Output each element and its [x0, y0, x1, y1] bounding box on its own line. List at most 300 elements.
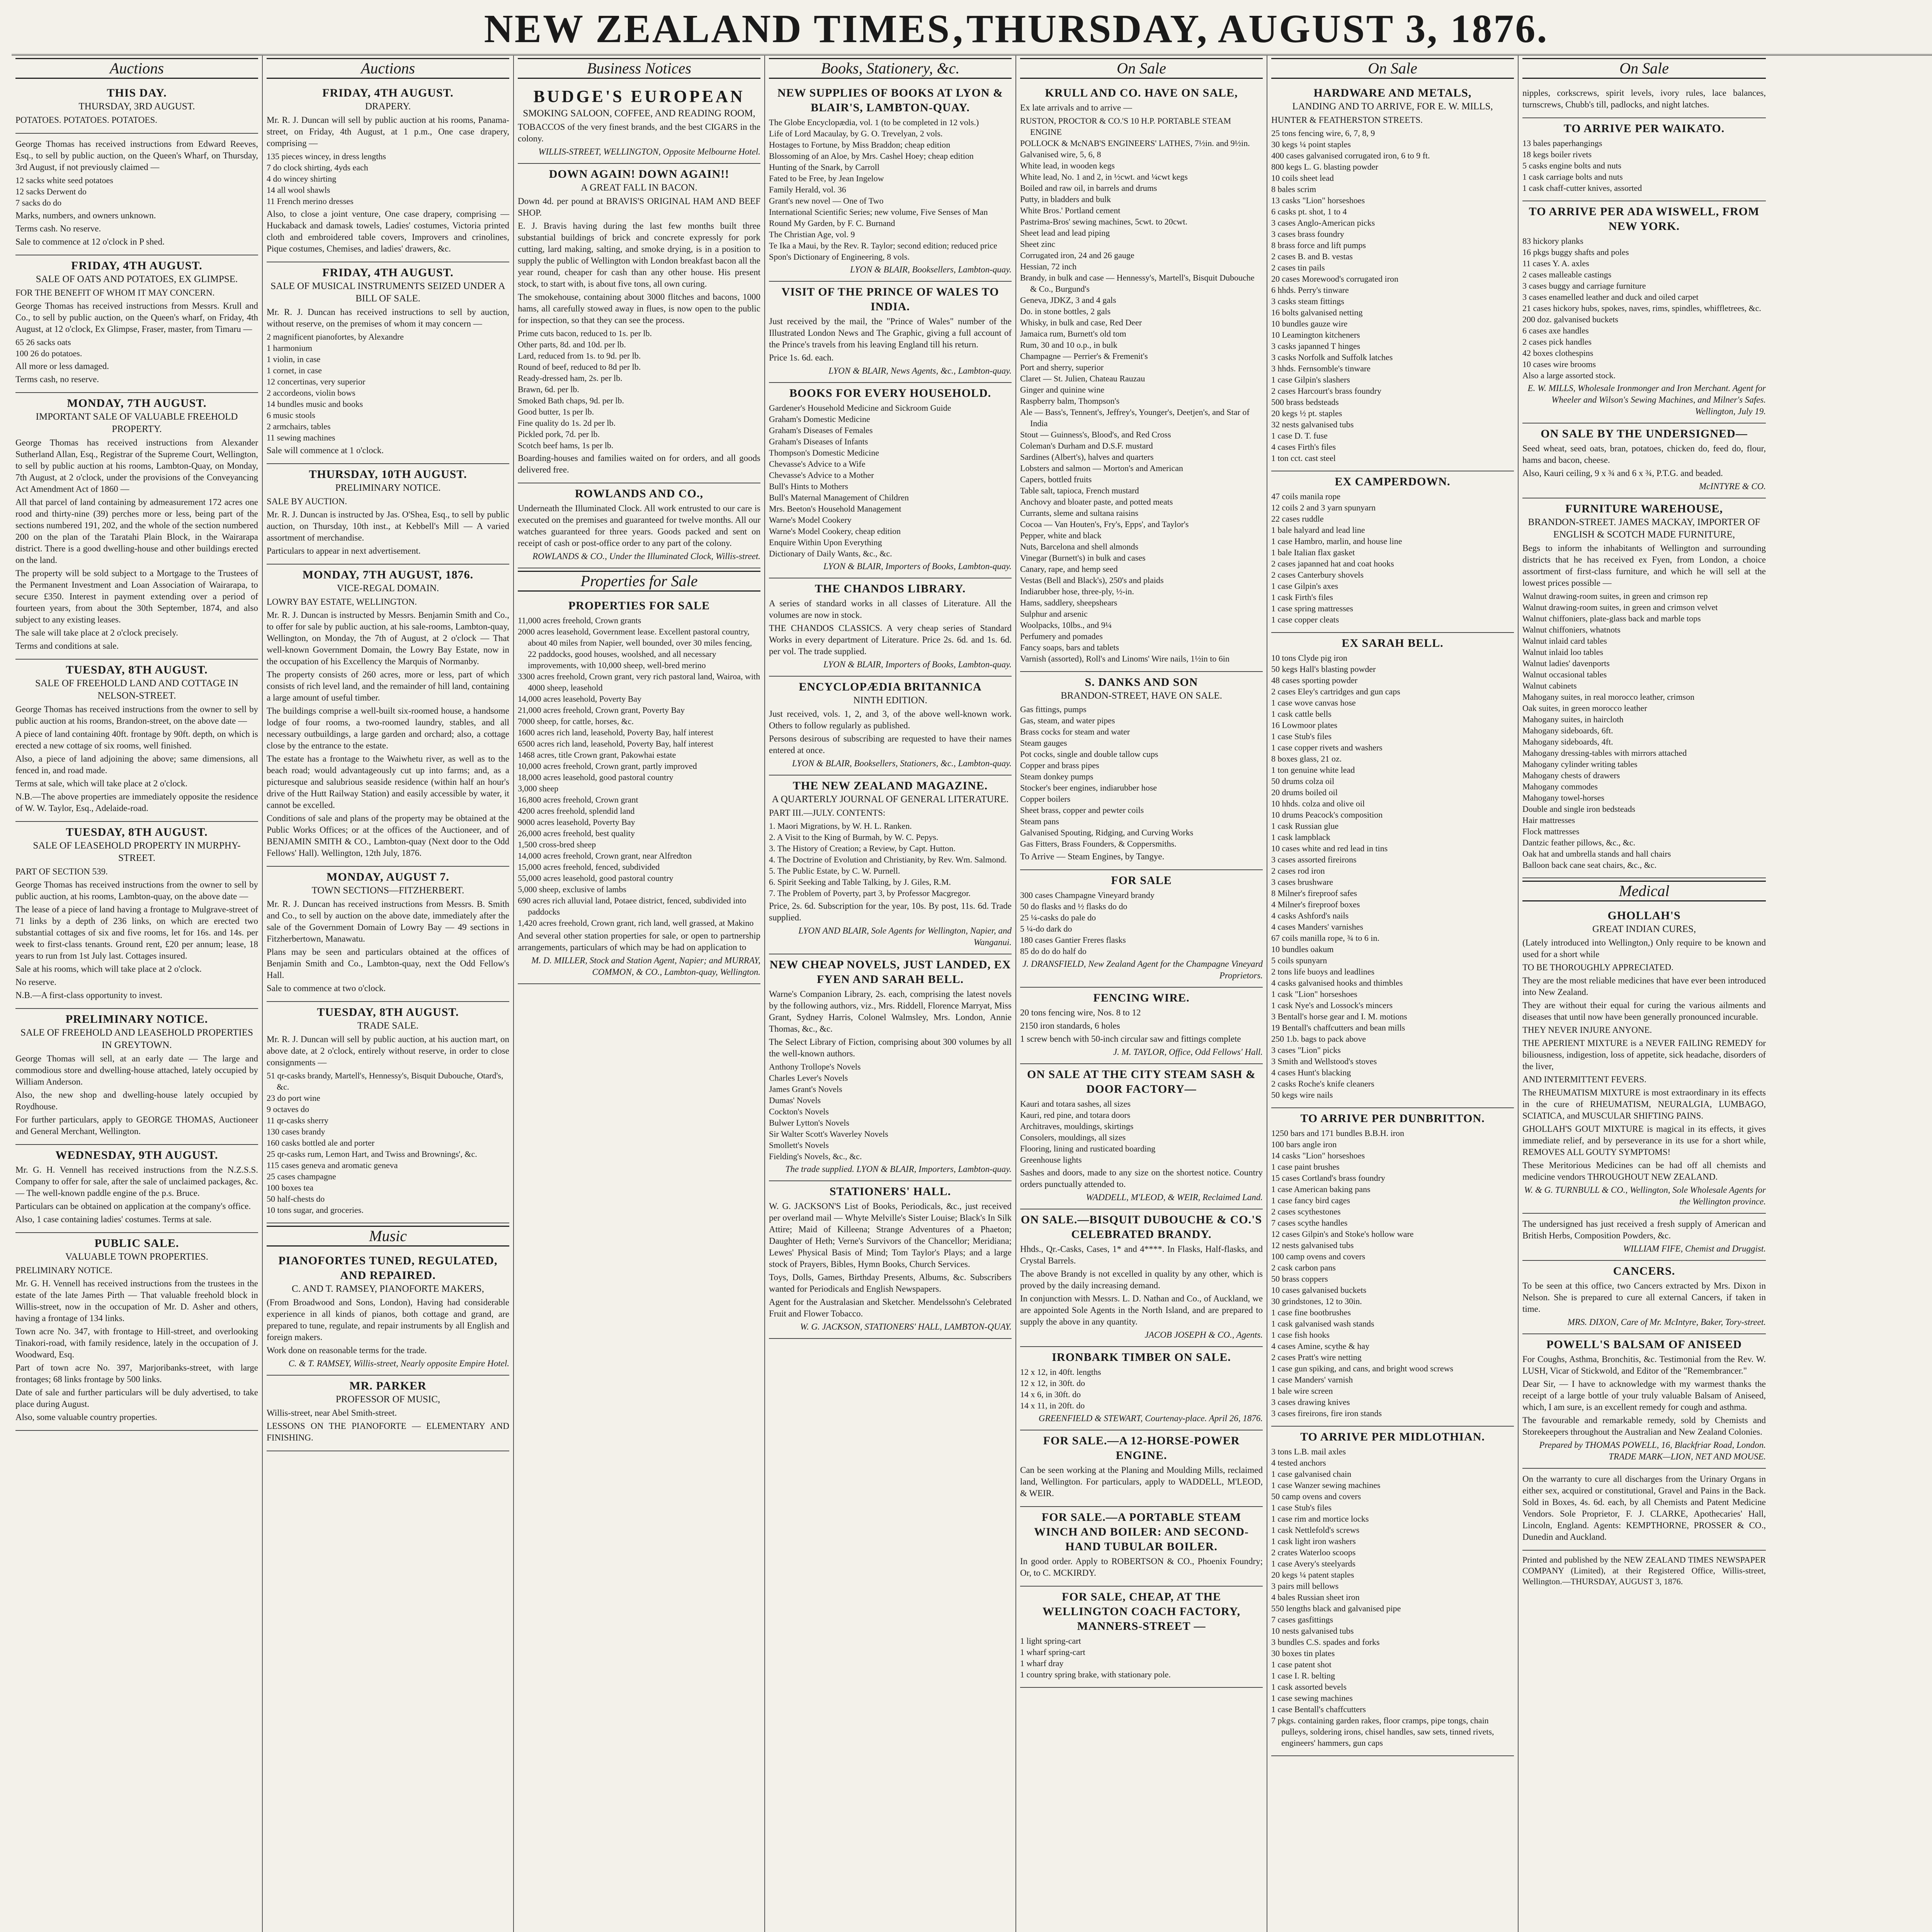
- ad-subtitle: DRAPERY.: [365, 101, 411, 112]
- ad-paragraph: The smokehouse, containing about 3000 flitches and bacons, 1000 hams, all carefully stowed away in flues, is now open to the public for inspection, so that they can see the process.: [518, 292, 760, 325]
- ad-list-item: 3 cases brushware: [1271, 877, 1333, 887]
- ad-list-item: 1 case copper rivets and washers: [1271, 743, 1383, 752]
- ad-item-list: [518, 328, 760, 451]
- ad-list-item: Chevasse's Advice to a Wife: [769, 459, 866, 469]
- ad-signature: WILLIS-STREET, WELLINGTON, Opposite Melbourne Hotel.: [538, 147, 760, 156]
- ad-list-item: Pot cocks, single and double tallow cups: [1020, 749, 1158, 759]
- advertisement: [267, 262, 509, 464]
- ad-list-item: 1 cask Russian glue: [1271, 821, 1339, 831]
- ad-list-item: 4 tested anchors: [1271, 1458, 1326, 1468]
- ad-list-item: 14 x 6, in 30ft. do: [1020, 1389, 1081, 1399]
- ad-list-item: 3 cases "Lion" picks: [1271, 1045, 1341, 1055]
- ad-list-item: 1 light spring-cart: [1020, 1636, 1081, 1646]
- advertisement: [1271, 1108, 1514, 1427]
- ad-paragraph: Mr. R. J. Duncan will sell by public auction at his rooms, Panama-street, on Friday, 4th August, at 1 p.m., One case drapery, comprising —: [267, 115, 509, 148]
- ad-list-item: Geneva, JDKZ, 3 and 4 gals: [1020, 295, 1116, 305]
- ad-paragraph: 20 tons fencing wire, Nos. 8 to 12: [1020, 1008, 1141, 1017]
- ad-list-item: 2 cases Canterbury shovels: [1271, 570, 1364, 580]
- ad-item-list: [769, 402, 1012, 559]
- ad-paragraph: Particulars to appear in next advertisement.: [267, 546, 421, 556]
- ad-subtitle: VALUABLE TOWN PROPERTIES.: [65, 1252, 209, 1262]
- column-section-header: On Sale: [1020, 58, 1263, 79]
- ad-paragraph: Boarding-houses and families waited on for orders, and all goods delivered free.: [518, 453, 760, 474]
- ad-list-item: 1 case copper cleats: [1271, 615, 1339, 624]
- ad-list-item: 1 cask assorted bevels: [1271, 1682, 1347, 1692]
- ad-list-item: Gas Fitters, Brass Founders, & Coppersmiths.: [1020, 839, 1177, 849]
- advertisement: [1271, 83, 1514, 471]
- ad-title: PIANOFORTES TUNED, REGULATED, AND REPAIRED.: [278, 1254, 498, 1282]
- ad-list-item: 2. A Visit to the King of Burmah, by W. C. Pepys.: [769, 832, 939, 842]
- ad-title: TUESDAY, 8TH AUGUST.: [66, 663, 208, 676]
- ad-paragraph: Begs to inform the inhabitants of Wellington and surrounding districts that he has received ex Fyen, from London, a choice assortment of first-class furniture, and which he will sell at the lowest prices possible —: [1522, 543, 1766, 588]
- ad-item-list: [15, 337, 258, 359]
- ad-list-item: 1 case rim and mortice locks: [1271, 1514, 1369, 1524]
- ad-list-item: Brass cocks for steam and water: [1020, 727, 1130, 736]
- ad-body: [1020, 1243, 1263, 1328]
- ad-list-item: 4 cases Firth's files: [1271, 442, 1336, 452]
- ad-list-item: 51 qr-casks brandy, Martell's, Hennessy's, Bisquit Dubouche, Otard's, &c.: [267, 1071, 503, 1092]
- ad-list-item: Anthony Trollope's Novels: [769, 1062, 861, 1071]
- ad-title: WEDNESDAY, 9TH AUGUST.: [55, 1149, 218, 1162]
- advertisement: [1271, 633, 1514, 1108]
- ad-list-item: 7 do clock shirting, 4yds each: [267, 163, 368, 172]
- ad-item-list: [15, 175, 258, 208]
- ad-list-item: 1 case D. T. fuse: [1271, 431, 1328, 440]
- column: [1016, 56, 1267, 1932]
- ad-list-item: Pepper, white and black: [1020, 531, 1102, 540]
- ad-list-item: 2 cases rod iron: [1271, 866, 1325, 876]
- ad-list-item: 500 brass bedsteads: [1271, 397, 1339, 407]
- ad-list-item: 1 bale Italian flax gasket: [1271, 548, 1355, 557]
- ad-list-item: Champagne — Perrier's & Fremenit's: [1020, 351, 1148, 361]
- ad-list-item: 14 bundles music and books: [267, 399, 363, 409]
- ad-list-item: 10 drums Peacock's composition: [1271, 810, 1383, 820]
- ad-list-item: 1 harmonium: [267, 343, 312, 353]
- ad-list-item: 10 cases galvanised buckets: [1271, 1285, 1367, 1295]
- ad-list-item: Whisky, in bulk and case, Red Deer: [1020, 318, 1142, 327]
- ad-list-item: 115 cases geneva and aromatic geneva: [267, 1160, 398, 1170]
- ad-footnote: [769, 900, 1012, 923]
- ad-item-list: [1271, 1446, 1514, 1748]
- ad-list-item: Currants, sleme and sultana raisins: [1020, 508, 1139, 518]
- ad-list-item: 6 hhds. Perry's tinware: [1271, 285, 1349, 295]
- ad-title: TO ARRIVE PER DUNBRITTON.: [1300, 1112, 1485, 1125]
- ad-body: [518, 121, 760, 145]
- advertisement: [1020, 1209, 1263, 1347]
- ad-title: KRULL AND CO. HAVE ON SALE,: [1045, 87, 1238, 99]
- ad-list-item: 1 cask galvanised wash stands: [1271, 1319, 1374, 1328]
- ad-list-item: 1 case gun spiking, and cans, and bright wood screws: [1271, 1364, 1454, 1373]
- ad-paragraph: Ex late arrivals and to arrive —: [1020, 103, 1132, 112]
- ad-list-item: Corrugated iron, 24 and 26 gauge: [1020, 250, 1134, 260]
- ad-list-item: Round of beef, reduced to 8d per lb.: [518, 362, 641, 372]
- ad-paragraph: The sale will take place at 2 o'clock precisely.: [15, 628, 178, 638]
- advertisement: [1020, 672, 1263, 870]
- ad-body: [267, 1034, 509, 1068]
- ad-list-item: 1 cask chaff-cutter knives, assorted: [1522, 183, 1642, 193]
- ad-list-item: Mahogany towel-horses: [1522, 793, 1605, 803]
- ad-item-list: [769, 820, 1012, 899]
- ad-paragraph: Sale at his rooms, which will take place at 2 o'clock.: [15, 964, 202, 974]
- ad-list-item: 4. The Doctrine of Evolution and Christianity, by Rev. Wm. Salmond.: [769, 855, 1007, 864]
- ad-list-item: 1 case paint brushes: [1271, 1162, 1340, 1172]
- ad-paragraph: The lease of a piece of land having a frontage to Mulgrave-street of 71 links by a depth of 236 links, on which are erected two substantial cottages of six and five rooms, let for 16s. and 14s. per week to first-class tenants. Ground rent, £20 per annum; lease, 18 years to run from 1st July last. Cottages insured.: [15, 905, 258, 961]
- ad-list-item: Sheet zinc: [1020, 239, 1056, 249]
- ad-paragraph: SALE BY AUCTION.: [267, 497, 347, 506]
- ad-list-item: Thompson's Domestic Medicine: [769, 448, 879, 457]
- ad-paragraph: Mr. R. J. Duncan has received instructions from Messrs. B. Smith and Co., to sell by auction on the above date, immediately after the sale of the Government Domain of Lowry Bay — 49 sections in Fitzherbertown, Manawatu.: [267, 899, 509, 944]
- ad-signature: WADDELL, M'LEOD, & WEIR, Reclaimed Land.: [1086, 1192, 1263, 1202]
- ad-item-list: [1271, 128, 1514, 464]
- ad-title: HARDWARE AND METALS,: [1313, 87, 1472, 99]
- ad-paragraph: Price, 2s. 6d. Subscription for the year, 10s. By post, 11s. 6d. Trade supplied.: [769, 901, 1012, 922]
- ad-list-item: Graham's Domestic Medicine: [769, 414, 870, 424]
- ad-list-item: Cockton's Novels: [769, 1107, 829, 1116]
- ad-list-item: 4 bales Russian sheet iron: [1271, 1592, 1360, 1602]
- advertisement: [769, 578, 1012, 677]
- ad-paragraph: N.B.—A first-class opportunity to invest.: [15, 990, 163, 1000]
- ad-list-item: Graham's Diseases of Infants: [769, 437, 868, 446]
- column-section-header: Business Notices: [518, 58, 760, 79]
- ad-paragraph: George Thomas has received instructions from the owner to sell by public auction, at his rooms, Lambton-quay, on the above date —: [15, 880, 258, 901]
- ad-body: [1522, 1218, 1766, 1242]
- ad-list-item: 3 cases enamelled leather and duck and oiled carpet: [1522, 292, 1699, 302]
- ad-paragraph: Plans may be seen and particulars obtained at the offices of Benjamin Smith and Co., Lambton-quay, next the Odd Fellow's Hall.: [267, 947, 509, 980]
- advertisement: [1020, 1064, 1263, 1209]
- advertisement: [1020, 83, 1263, 672]
- ad-item-list: [769, 1061, 1012, 1162]
- ad-list-item: 2 cases malleable castings: [1522, 270, 1612, 279]
- ad-body: [1522, 543, 1766, 589]
- advertisement: [1020, 1347, 1263, 1430]
- ad-list-item: 15,000 acres freehold, fenced, subdivided: [518, 862, 660, 872]
- ad-body: [769, 988, 1012, 1060]
- ad-list-item: 1 case fancy bird cages: [1271, 1196, 1350, 1205]
- ad-list-item: 1 case patent shot: [1271, 1660, 1332, 1669]
- ad-list-item: 3 Bentall's horse gear and I. M. motions: [1271, 1012, 1407, 1021]
- ad-list-item: Steam gauges: [1020, 738, 1067, 748]
- ad-title: MONDAY, AUGUST 7.: [327, 871, 449, 883]
- ad-paragraph: nipples, corkscrews, spirit levels, ivory rules, lace balances, turnscrews, Chubb's till, padlocks, and night latches.: [1522, 88, 1766, 109]
- ad-title: TUESDAY, 8TH AUGUST.: [317, 1006, 459, 1019]
- ad-list-item: Bulwer Lytton's Novels: [769, 1118, 850, 1128]
- ad-title: THURSDAY, 10TH AUGUST.: [309, 468, 467, 481]
- ad-paragraph: A series of standard works in all classes of Literature. All the volumes are now in stock.: [769, 599, 1012, 620]
- ad-paragraph: LOWRY BAY ESTATE, WELLINGTON.: [267, 597, 417, 607]
- column: [12, 56, 263, 1932]
- ad-list-item: Fine quality do 1s. 2d per lb.: [518, 418, 616, 428]
- ad-body: [518, 503, 760, 549]
- advertisement: [15, 255, 258, 393]
- ad-list-item: Walnut inlaid card tables: [1522, 636, 1607, 646]
- ad-list-item: Scotch beef hams, 1s per lb.: [518, 440, 614, 450]
- column-section-header: On Sale: [1271, 58, 1514, 79]
- advertisement: [1020, 1430, 1263, 1507]
- ad-paragraph: Mr. R. J. Duncan has received instructions to sell by auction, without reserve, on the premises of whom it may concern —: [267, 307, 509, 328]
- ad-list-item: 8 brass force and lift pumps: [1271, 240, 1366, 250]
- ad-paragraph: Date of sale and further particulars will be duly advertised, to take place during August.: [15, 1388, 258, 1409]
- ad-title: NEW CHEAP NOVELS, JUST LANDED, EX FYEN AND SARAH BELL.: [769, 958, 1011, 986]
- ad-list-item: Sir Walter Scott's Waverley Novels: [769, 1129, 888, 1139]
- ad-paragraph: LESSONS ON THE PIANOFORTE — ELEMENTARY AND FINISHING.: [267, 1421, 509, 1442]
- ad-list-item: 2 crates Waterloo scoops: [1271, 1548, 1356, 1557]
- ad-list-item: 20 kegs ¼ patent staples: [1271, 1570, 1354, 1580]
- ad-list-item: 30 boxes tin plates: [1271, 1648, 1335, 1658]
- ad-paragraph: PART III.—JULY. CONTENTS:: [769, 808, 886, 818]
- ad-subtitle: TRADE SALE.: [357, 1020, 419, 1031]
- ad-list-item: 2 cases B. and B. vestas: [1271, 252, 1353, 261]
- ad-body: [1271, 114, 1514, 126]
- ad-subtitle: A QUARTERLY JOURNAL OF GENERAL LITERATURE.: [772, 794, 1009, 804]
- ad-list-item: 21 cases hickory hubs, spokes, naves, rims, spindles, whiffletrees, &c.: [1522, 303, 1761, 313]
- ad-list-item: Walnut drawing-room suites, in green and crimson velvet: [1522, 602, 1718, 612]
- ad-list-item: Ginger and quinine wine: [1020, 385, 1105, 395]
- ad-list-item: 16 Lowmoor plates: [1271, 720, 1338, 730]
- ad-paragraph: Mr. R. J. Duncan will sell by public auction, at his auction mart, on above date, at 2 o'clock, entirely without reserve, in order to close consignments —: [267, 1034, 509, 1067]
- column-section-header: Auctions: [15, 58, 258, 79]
- advertisement: [1522, 201, 1766, 423]
- ad-signature: J. M. TAYLOR, Office, Odd Fellows' Hall.: [1113, 1047, 1263, 1057]
- column-section-header: Medical: [1522, 881, 1766, 901]
- ad-footnote: [267, 445, 509, 456]
- advertisement: [1522, 83, 1766, 118]
- ad-title: FOR SALE.—A PORTABLE STEAM WINCH AND BOILER: AND SECOND-HAND TUBULAR BOILER.: [1034, 1511, 1249, 1553]
- ad-list-item: 12 cases Gilpin's and Stoke's hollow ware: [1271, 1229, 1414, 1239]
- ad-body: [267, 496, 509, 557]
- ad-item-list: [1522, 590, 1766, 871]
- ad-signature: C. & T. RAMSEY, Willis-street, Nearly opposite Empire Hotel.: [288, 1359, 509, 1368]
- advertisement: [769, 383, 1012, 578]
- ad-paragraph: Terms cash. No reserve.: [15, 224, 101, 233]
- ad-list-item: Mahogany chests of drawers: [1522, 770, 1620, 780]
- ad-title: FENCING WIRE.: [1093, 992, 1190, 1004]
- ad-title: MR. PARKER: [349, 1379, 427, 1392]
- ad-body: [267, 306, 509, 330]
- ad-body: [769, 598, 1012, 657]
- ad-list-item: 1 cask carriage bolts and nuts: [1522, 172, 1623, 182]
- ad-paragraph: George Thomas has received instructions from Edward Reeves, Esq., to sell by public auction, on the Queen's Wharf, on Thursday, 3rd August, if not previously claimed —: [15, 139, 258, 172]
- ad-paragraph: Seed wheat, seed oats, bran, potatoes, chicken do, feed do, flour, hams and bacon, cheese.: [1522, 444, 1766, 465]
- ad-list-item: 1 cask cattle bells: [1271, 709, 1332, 719]
- ad-list-item: Nuts, Barcelona and shell almonds: [1020, 542, 1139, 551]
- ad-item-list: [267, 151, 509, 207]
- ad-paragraph: THE APERIENT MIXTURE is a NEVER FAILING REMEDY for biliousness, indigestion, loss of appetite, sick headache, disorders of the liver,: [1522, 1038, 1766, 1071]
- ad-body: [769, 1201, 1012, 1320]
- ad-paragraph: PART OF SECTION 539.: [15, 867, 108, 876]
- ad-list-item: 14,000 acres leasehold, Poverty Bay: [518, 694, 642, 704]
- ad-list-item: 7 pkgs. containing garden rakes, floor cramps, pipe tongs, chain pulleys, soldering irons, chisel handles, saw sets, tinned rivets, engineers' hammers, gun caps: [1271, 1716, 1494, 1748]
- ad-list-item: Balloon back cane seat chairs, &c., &c.: [1522, 860, 1656, 870]
- ad-item-list: [1020, 889, 1263, 957]
- ad-list-item: 2 cases tin pails: [1271, 263, 1325, 272]
- ad-list-item: 3 pairs mill bellows: [1271, 1581, 1339, 1591]
- ad-list-item: 23 do port wine: [267, 1093, 320, 1103]
- ad-body: [267, 1297, 509, 1356]
- ad-list-item: 19 Bentall's chaffcutters and bean mills: [1271, 1023, 1405, 1032]
- ad-list-item: 3300 acres freehold, Crown grant, very rich pastoral land, Wairoa, with 4000 sheep, leasehold: [518, 672, 760, 692]
- ad-list-item: Ready-dressed ham, 2s. per lb.: [518, 373, 622, 383]
- ad-title: EX SARAH BELL.: [1342, 637, 1444, 650]
- ad-list-item: 1. Maori Migrations, by W. H. L. Ranken.: [769, 821, 912, 831]
- advertisement: [15, 822, 258, 1009]
- ad-list-item: White lead, No. 1 and 2, in ½cwt. and ¼cwt kegs: [1020, 172, 1188, 182]
- ad-title: VISIT OF THE PRINCE OF WALES TO INDIA.: [781, 286, 999, 313]
- ad-list-item: 8 bales scrim: [1271, 184, 1316, 194]
- advertisement: [15, 1233, 258, 1431]
- ad-title: FRIDAY, 4TH AUGUST.: [322, 87, 454, 99]
- ad-list-item: 2 cases Eley's cartridges and gun caps: [1271, 687, 1400, 696]
- ad-list-item: 26,000 acres freehold, best quality: [518, 828, 635, 838]
- ad-signature: McINTYRE & CO.: [1699, 481, 1766, 491]
- ad-list-item: 1 case Bentall's chaffcutters: [1271, 1704, 1366, 1714]
- ad-list-item: Hessian, 72 inch: [1020, 262, 1077, 271]
- ad-list-item: Smoked Bath chaps, 9d. per lb.: [518, 396, 624, 405]
- ad-list-item: 1 violin, in case: [267, 354, 321, 364]
- ad-list-item: 12 sacks white seed potatoes: [15, 175, 113, 185]
- ad-paragraph: Warne's Companion Library, 2s. each, comprising the latest novels by the following authors, viz., Mrs. Riddell, Florence Marryat, Miss Grant, Sydney Harris, Colonel Walmsley, Mrs. London, Annie Thomas, &c., &c.: [769, 989, 1012, 1034]
- ad-title: MONDAY, 7TH AUGUST.: [67, 397, 207, 410]
- ad-paragraph: Conditions of sale and plans of the property may be obtained at the Public Works Offices; or at the offices of the Auctioneer, and of BENJAMIN SMITH & CO., Lambton-quay (Next door to the Odd Fellows' Hall). Wellington, 12th July, 1876.: [267, 813, 509, 858]
- ad-paragraph: The Select Library of Fiction, comprising about 300 volumes by all the well-known authors.: [769, 1037, 1012, 1058]
- ad-list-item: Kauri, red pine, and totara doors: [1020, 1110, 1131, 1120]
- advertisement: [267, 1002, 509, 1223]
- ad-signature: W. G. JACKSON, STATIONERS' HALL, LAMBTON-QUAY.: [800, 1322, 1012, 1332]
- ad-list-item: 20 kegs ½ pt. staples: [1271, 408, 1342, 418]
- ad-list-item: 12 concertinas, very superior: [267, 377, 366, 386]
- ad-paragraph: Willis-street, near Abel Smith-street.: [267, 1408, 397, 1418]
- ad-list-item: 6. Spirit Seeking and Table Talking, by J. Giles, R.M.: [769, 877, 951, 887]
- ad-paragraph: TO BE THOROUGHLY APPRECIATED.: [1522, 963, 1673, 972]
- ad-paragraph: GHOLLAH'S GOUT MIXTURE is magical in its effects, it gives immediate relief, and by perseverance in its use for a short while, REMOVES ALL GOUTY SYMPTOMS!: [1522, 1124, 1766, 1157]
- ad-title: FOR SALE: [1111, 874, 1172, 887]
- ad-list-item: Pickled pork, 7d. per lb.: [518, 429, 600, 439]
- ad-body: [1020, 102, 1263, 114]
- ad-footnote: [1020, 851, 1263, 862]
- column: [1519, 56, 1770, 1932]
- ad-list-item: 1 case I. R. belting: [1271, 1671, 1335, 1680]
- ad-list-item: Life of Lord Macaulay, by G. O. Trevelyan, 2 vols.: [769, 129, 943, 138]
- ad-list-item: 1 bale wire screen: [1271, 1386, 1333, 1396]
- ad-list-item: Do. in stone bottles, 2 gals: [1020, 306, 1111, 316]
- ad-list-item: Family Herald, vol. 36: [769, 185, 846, 194]
- ad-list-item: 1 cask Nye's and Lossock's mincers: [1271, 1000, 1393, 1010]
- ad-list-item: Sardines (Albert's), halves and quarters: [1020, 452, 1154, 462]
- ad-paragraph: They are without their equal for curing the various ailments and diseases that until now have been generally pronounced incurable.: [1522, 1000, 1766, 1022]
- ad-signature: LYON & BLAIR, Importers of Books, Lambton-quay.: [823, 660, 1012, 669]
- ad-paragraph: Mr. R. J. Duncan is instructed by Jas. O'Shea, Esq., to sell by public auction, on Thursday, 10th inst., at Kebbell's Mill — A varied assortment of merchandise.: [267, 510, 509, 543]
- ad-list-item: 10 tons Clyde pig iron: [1271, 653, 1347, 663]
- ad-list-item: Dantzic feather pillows, &c., &c.: [1522, 838, 1636, 847]
- ad-list-item: 5 casks engine bolts and nuts: [1522, 161, 1622, 170]
- ad-list-item: 100 bars angle iron: [1271, 1139, 1337, 1149]
- ad-list-item: Jamaica rum, Burnett's old tom: [1020, 329, 1126, 338]
- ad-list-item: 100 boxes tea: [267, 1183, 313, 1192]
- ad-paragraph: Part of town acre No. 397, Marjoribanks-street, with large frontages; 68 links frontage by 500 links.: [15, 1363, 258, 1384]
- ad-list-item: Walnut occasional tables: [1522, 670, 1607, 679]
- ad-list-item: White Bros.' Portland cement: [1020, 206, 1121, 215]
- ad-list-item: 12 x 12, in 40ft. lengths: [1020, 1367, 1101, 1377]
- ad-list-item: 1 ton cct. cast steel: [1271, 453, 1336, 463]
- ad-paragraph: Also, the new shop and dwelling-house lately occupied by Roydhouse.: [15, 1090, 258, 1111]
- ad-footnote: [267, 208, 509, 255]
- ad-title: TO ARRIVE PER MIDLOTHIAN.: [1300, 1430, 1485, 1443]
- ad-paragraph: Terms cash, no reserve.: [15, 374, 99, 384]
- ad-paragraph: Just received by the mail, the "Prince of Wales" number of the Illustrated London News and The Graphic, giving a full account of the Prince's travels from his leaving England till his return.: [769, 316, 1012, 349]
- ad-list-item: The Christian Age, vol. 9: [769, 230, 855, 239]
- ad-list-item: 50 kegs wire nails: [1271, 1090, 1333, 1100]
- advertisement: [267, 83, 509, 262]
- ad-list-item: 4200 acres freehold, splendid land: [518, 806, 635, 816]
- ad-list-item: 1 case Wanzer sewing machines: [1271, 1480, 1381, 1490]
- ad-paragraph: The undersigned has just received a fresh supply of American and British Herbs, Composition Powders, &c.: [1522, 1219, 1766, 1240]
- ad-paragraph: Also, Kauri ceiling, 9 x ¾ and 6 x ¾, P.T.G. and beaded.: [1522, 468, 1723, 478]
- ad-list-item: 11 qr-casks sherry: [267, 1116, 329, 1125]
- ad-title: PROPERTIES FOR SALE: [568, 599, 710, 612]
- advertisement: [1522, 498, 1766, 878]
- advertisement: [1271, 471, 1514, 633]
- ad-paragraph: In conjunction with Messrs. L. D. Nathan and Co., of Auckland, we are appointed Sole Agents in the North Island, and are prepared to supply the above in any quantity.: [1020, 1294, 1263, 1327]
- ad-paragraph: N.B.—The above properties are immediately opposite the residence of W. W. Taylor, Esq., Adelaide-road.: [15, 792, 258, 813]
- ad-list-item: 1 case sewing machines: [1271, 1693, 1353, 1703]
- ad-list-item: Hostages to Fortune, by Miss Braddon; cheap edition: [769, 140, 951, 150]
- ad-list-item: Consolers, mouldings, all sizes: [1020, 1133, 1126, 1142]
- ad-list-item: 3 tons L.B. mail axles: [1271, 1447, 1346, 1456]
- ad-paragraph: The property consists of 260 acres, more or less, part of which consists of rich level land, and the remainder of hill land, containing a large amount of useful timber.: [267, 670, 509, 702]
- ad-list-item: 1 cask Firth's files: [1271, 592, 1333, 602]
- ad-body: [769, 708, 1012, 756]
- ad-list-item: Mahogany sideboards, 4ft.: [1522, 737, 1613, 747]
- ad-subtitle: LANDING AND TO ARRIVE, FOR E. W. MILLS,: [1292, 101, 1493, 112]
- ad-list-item: 4 cases Manders' varnishes: [1271, 922, 1363, 932]
- ad-list-item: 3 cases fireirons, fire iron stands: [1271, 1408, 1382, 1418]
- ad-list-item: 10 hhds. colza and olive oil: [1271, 799, 1365, 808]
- ad-list-item: Fancy soaps, bars and tablets: [1020, 643, 1119, 652]
- ad-list-item: 11 sewing machines: [267, 433, 335, 442]
- ad-list-item: Walnut chiffoniers, plate-glass back and marble tops: [1522, 614, 1701, 623]
- ad-list-item: 1 ton genuine white lead: [1271, 765, 1355, 775]
- ad-paragraph: Sale to commence at two o'clock.: [267, 983, 386, 993]
- ad-paragraph: Persons desirous of subscribing are requested to have their names entered at once.: [769, 734, 1012, 755]
- ad-list-item: Chevasse's Advice to a Mother: [769, 470, 874, 480]
- ad-list-item: Claret — St. Julien, Chateau Rauzau: [1020, 374, 1145, 383]
- ad-subtitle: C. AND T. RAMSEY, PIANOFORTE MAKERS,: [292, 1284, 484, 1294]
- ad-body: [1522, 937, 1766, 1183]
- column: [765, 56, 1016, 1932]
- advertisement: [267, 867, 509, 1002]
- ad-list-item: Walnut chiffoniers, whatnots: [1522, 625, 1621, 634]
- advertisement: [15, 83, 258, 134]
- ad-list-item: 10 cases white and red lead in tins: [1271, 844, 1388, 853]
- ad-title: BOOKS FOR EVERY HOUSEHOLD.: [789, 387, 992, 400]
- ad-list-item: 25 cases champagne: [267, 1172, 336, 1181]
- ad-paragraph: Also, 1 case containing ladies' costumes. Terms at sale.: [15, 1214, 212, 1224]
- ad-list-item: 1 bale halyard and lead line: [1271, 525, 1365, 535]
- ad-list-item: Warne's Model Cookery: [769, 515, 852, 525]
- ad-signature: M. D. MILLER, Stock and Station Agent, Napier; and MURRAY, COMMON, & CO., Lambton-quay, Wellington.: [531, 956, 760, 977]
- ad-paragraph: These Meritorious Medicines can be had off all chemists and medicine vendors THROUGHOUT NEW ZEALAND.: [1522, 1160, 1766, 1182]
- ad-title: FRIDAY, 4TH AUGUST.: [322, 266, 454, 279]
- ad-paragraph: THEY NEVER INJURE ANYONE.: [1522, 1025, 1652, 1035]
- ad-list-item: 3 cases buggy and carriage furniture: [1522, 281, 1646, 291]
- ad-paragraph: The buildings comprise a well-built six-roomed house, a handsome lodge of four rooms, a two-roomed laundry, stables, and all necessary outbuildings, a large garden and orchard; also, a cottage close by the entrance to the estate.: [267, 706, 509, 750]
- ad-signature: ROWLANDS & CO., Under the Illuminated Clock, Willis-street.: [532, 551, 760, 561]
- ad-item-list: [1020, 704, 1263, 849]
- ad-paragraph: 1 screw bench with 50-inch circular saw and fittings complete: [1020, 1034, 1241, 1044]
- ad-list-item: 1 cask Nettlefold's screws: [1271, 1525, 1360, 1535]
- ad-list-item: 50 kegs Hall's blasting powder: [1271, 664, 1376, 674]
- advertisement: [1020, 1507, 1263, 1587]
- ad-list-item: 13 casks "Lion" horseshoes: [1271, 196, 1365, 205]
